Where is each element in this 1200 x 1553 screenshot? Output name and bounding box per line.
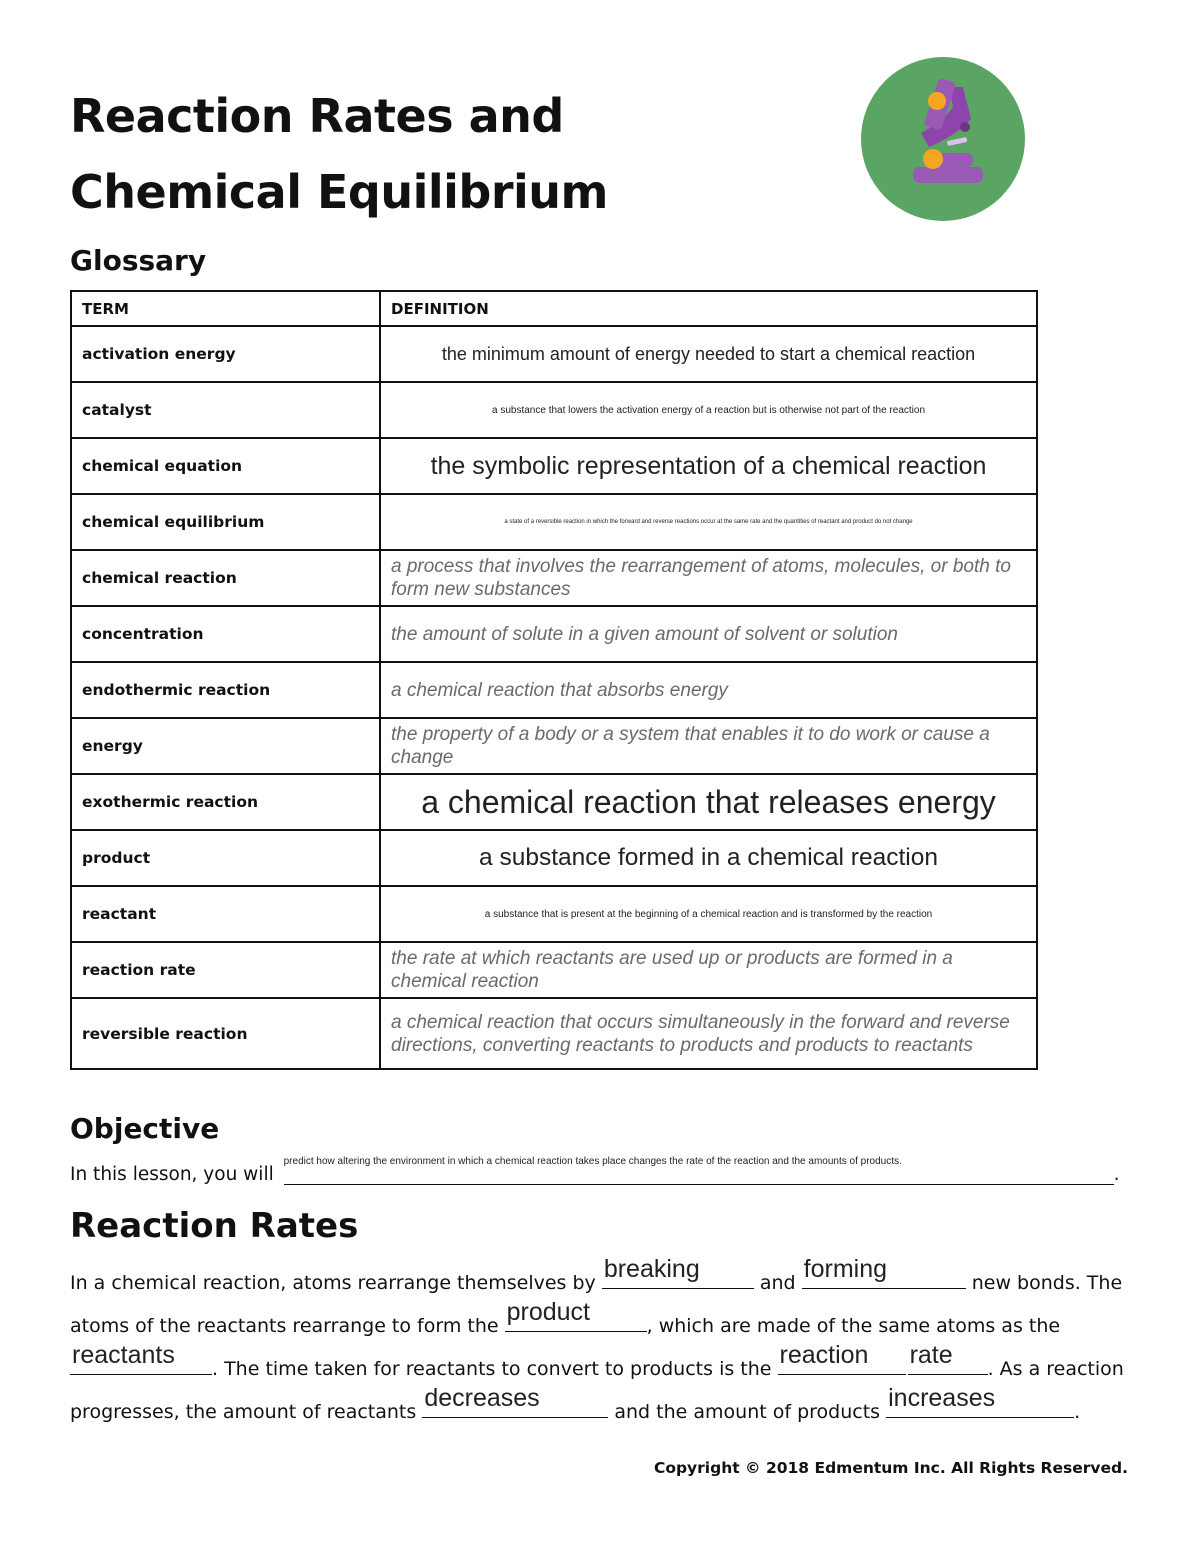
definition-cell: a chemical reaction that absorbs energy [380, 662, 1037, 718]
glossary-heading: Glossary [70, 244, 207, 277]
answer-text: breaking [603, 1255, 700, 1283]
term-cell: concentration [71, 606, 380, 662]
glossary-table [70, 290, 1038, 1070]
term-cell: reversible reaction [71, 998, 380, 1069]
answer-field[interactable] [778, 1341, 906, 1375]
paragraph-text: and the amount of products [614, 1401, 881, 1423]
table-row [71, 774, 1037, 830]
table-row [71, 326, 1037, 382]
term-cell: exothermic reaction [71, 774, 380, 830]
answer-text: rate [909, 1341, 953, 1369]
page-title [70, 78, 608, 230]
definition-cell: a substance that lowers the activation energy of a reaction but is otherwise not part of the reaction [380, 382, 1037, 438]
paragraph-text: and [759, 1272, 796, 1294]
answer-field[interactable] [802, 1255, 966, 1289]
definition-cell: the amount of solute in a given amount of solvent or solution [380, 606, 1037, 662]
definition-cell: the property of a body or a system that enables it to do work or cause a change [380, 718, 1037, 774]
definition-cell: a state of a reversible reaction in which the forward and reverse reactions occur at the same rate and the quantities of reactant and product do not change [380, 494, 1037, 550]
paragraph-text: . As a reaction [987, 1358, 1124, 1380]
table-row [71, 998, 1037, 1069]
answer-field[interactable] [602, 1255, 754, 1289]
term-cell: activation energy [71, 326, 380, 382]
table-row [71, 886, 1037, 942]
table-row [71, 718, 1037, 774]
col-header-definition: DEFINITION [380, 291, 1037, 326]
objective-suffix: . [1113, 1164, 1120, 1185]
term-cell: reaction rate [71, 942, 380, 998]
definition-cell: a process that involves the rearrangement of atoms, molecules, or both to form new substances [380, 550, 1037, 606]
objective-answer: predict how altering the environment in which a chemical reaction takes place changes the rate of the reaction and the amounts of products. [283, 1156, 902, 1167]
term-cell: energy [71, 718, 380, 774]
paragraph-text: progresses, the amount of reactants [70, 1401, 417, 1423]
term-cell: endothermic reaction [71, 662, 380, 718]
reaction-rates-paragraph [70, 1255, 1140, 1430]
term-cell: chemical equilibrium [71, 494, 380, 550]
table-row [71, 382, 1037, 438]
paragraph-text: . [1074, 1401, 1081, 1423]
table-row [71, 830, 1037, 886]
table-row [71, 942, 1037, 998]
table-row [71, 550, 1037, 606]
objective-prefix: In this lesson, you will [70, 1164, 274, 1185]
paragraph-text: . The time taken for reactants to convert to products is the [212, 1358, 772, 1380]
definition-cell: the minimum amount of energy needed to start a chemical reaction [380, 326, 1037, 382]
col-header-term: TERM [71, 291, 380, 326]
objective-answer-field[interactable] [284, 1158, 1114, 1185]
table-row [71, 494, 1037, 550]
copyright-footer: Copyright © 2018 Edmentum Inc. All Rights Reserved. [653, 1459, 1128, 1477]
table-row [71, 606, 1037, 662]
objective-sentence [70, 1158, 1130, 1185]
paragraph-text: In a chemical reaction, atoms rearrange themselves by [70, 1272, 596, 1294]
term-cell: catalyst [71, 382, 380, 438]
reaction-rates-heading: Reaction Rates [70, 1206, 359, 1246]
answer-text: product [506, 1298, 590, 1326]
term-cell: chemical reaction [71, 550, 380, 606]
answer-text: increases [888, 1384, 996, 1412]
answer-field[interactable] [886, 1384, 1074, 1418]
microscope-icon [861, 57, 1025, 221]
table-row [71, 662, 1037, 718]
definition-cell: the symbolic representation of a chemical reaction [380, 438, 1037, 494]
title-line-2: Chemical Equilibrium [70, 165, 608, 219]
glossary-header-row [71, 291, 1037, 326]
answer-text: reactants [72, 1341, 175, 1369]
answer-field[interactable] [505, 1298, 647, 1332]
definition-cell: a substance that is present at the beginning of a chemical reaction and is transformed by the reaction [380, 886, 1037, 942]
definition-cell: a chemical reaction that releases energy [380, 774, 1037, 830]
answer-field[interactable] [70, 1341, 212, 1375]
objective-heading: Objective [70, 1112, 220, 1145]
term-cell: chemical equation [71, 438, 380, 494]
definition-cell: a substance formed in a chemical reaction [380, 830, 1037, 886]
answer-text: reaction [779, 1341, 869, 1369]
answer-field[interactable] [908, 1341, 988, 1375]
table-row [71, 438, 1037, 494]
answer-text: decreases [424, 1384, 540, 1412]
answer-text: forming [803, 1255, 888, 1283]
paragraph-text: new bonds. The [971, 1272, 1123, 1294]
definition-cell: a chemical reaction that occurs simultaneously in the forward and reverse directions, converting reactants to products and products to reactants [380, 998, 1037, 1069]
title-line-1: Reaction Rates and [70, 89, 564, 143]
term-cell: reactant [71, 886, 380, 942]
definition-cell: the rate at which reactants are used up or products are formed in a chemical reaction [380, 942, 1037, 998]
paragraph-text: , which are made of the same atoms as the [646, 1315, 1061, 1337]
term-cell: product [71, 830, 380, 886]
answer-field[interactable] [422, 1384, 608, 1418]
paragraph-text: atoms of the reactants rearrange to form the [70, 1315, 499, 1337]
